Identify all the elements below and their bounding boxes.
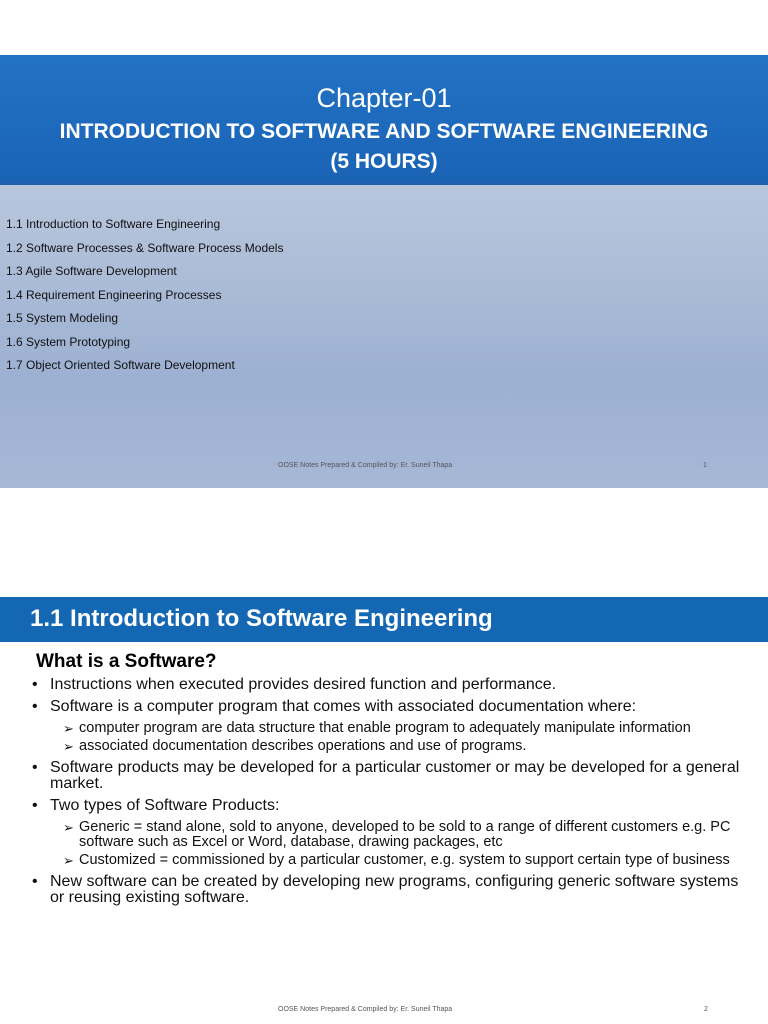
slide-2-footer: OOSE Notes Prepared & Compiled by: Er. Suneil Thapa (278, 1006, 453, 1013)
subtitle-line-1: INTRODUCTION TO SOFTWARE AND SOFTWARE ENGINEERING (59, 120, 709, 143)
bullet-item (30, 874, 750, 906)
chapter-subtitle (0, 117, 768, 177)
slide-1-header (0, 55, 768, 185)
slide-2-title: 1.1 Introduction to Software Engineering (30, 605, 493, 632)
bullet-icon: • (32, 873, 38, 890)
sub-bullet-text: Customized = commissioned by a particular customer, e.g. system to support certain type of business (79, 852, 730, 868)
bullet-icon: • (32, 676, 38, 693)
bullet-text: Software is a computer program that comes with associated documentation where: (50, 698, 637, 715)
bullet-text: Software products may be developed for a particular customer or may be developed for a general market. (50, 759, 740, 792)
slide-2-body (30, 677, 750, 912)
bullet-item (30, 760, 750, 792)
bullet-text: Instructions when executed provides desired function and performance. (50, 676, 557, 693)
topic-item: 1.3 Agile Software Development (6, 264, 177, 278)
slide-1-page-number: 1 (703, 462, 707, 469)
sub-bullet-item (30, 820, 750, 850)
bullet-icon: • (32, 797, 38, 814)
slide-2 (0, 597, 768, 1024)
topic-item: 1.6 System Prototyping (6, 334, 131, 349)
topic-item: 1.4 Requirement Engineering Processes (6, 287, 222, 302)
topic-item: 1.1 Introduction to Software Engineering (6, 217, 221, 231)
sub-bullet-item (30, 721, 750, 736)
sub-bullet-text: Generic = stand alone, sold to anyone, developed to be sold to a range of different customers e.g. PC software such as Excel or Word, database, drawing packages, etc (79, 819, 731, 850)
chapter-title: Chapter-01 (316, 83, 452, 113)
bullet-text: New software can be created by developing new programs, configuring generic software systems or reusing existing software. (50, 873, 739, 906)
topic-item: 1.2 Software Processes & Software Process Models (6, 240, 284, 255)
sub-bullet-item (30, 739, 750, 754)
bullet-item (30, 699, 750, 715)
slide-2-header (0, 597, 768, 642)
arrow-bullet-icon: ➢ (63, 739, 74, 754)
subtitle-line-2: (5 HOURS) (330, 150, 438, 173)
topic-item: 1.5 System Modeling (6, 311, 119, 325)
topic-list (6, 213, 283, 378)
slide-2-subheading: What is a Software? (36, 651, 217, 672)
sub-bullet-item (30, 853, 750, 868)
slide-2-page-number: 2 (704, 1006, 708, 1013)
sub-bullet-text: computer program are data structure that enable program to adequately manipulate information (79, 720, 691, 736)
bullet-item (30, 798, 750, 814)
sub-bullet-text: associated documentation describes operations and use of programs. (79, 738, 527, 754)
arrow-bullet-icon: ➢ (63, 820, 74, 835)
arrow-bullet-icon: ➢ (63, 721, 74, 736)
bullet-icon: • (32, 698, 38, 715)
bullet-icon: • (32, 759, 38, 776)
topic-item: 1.7 Object Oriented Software Development (6, 358, 235, 372)
arrow-bullet-icon: ➢ (63, 853, 74, 868)
bullet-text: Two types of Software Products: (50, 797, 280, 814)
slide-1 (0, 55, 768, 488)
bullet-item (30, 677, 750, 693)
slide-1-footer: OOSE Notes Prepared & Compiled by: Er. Suneil Thapa (278, 462, 453, 469)
